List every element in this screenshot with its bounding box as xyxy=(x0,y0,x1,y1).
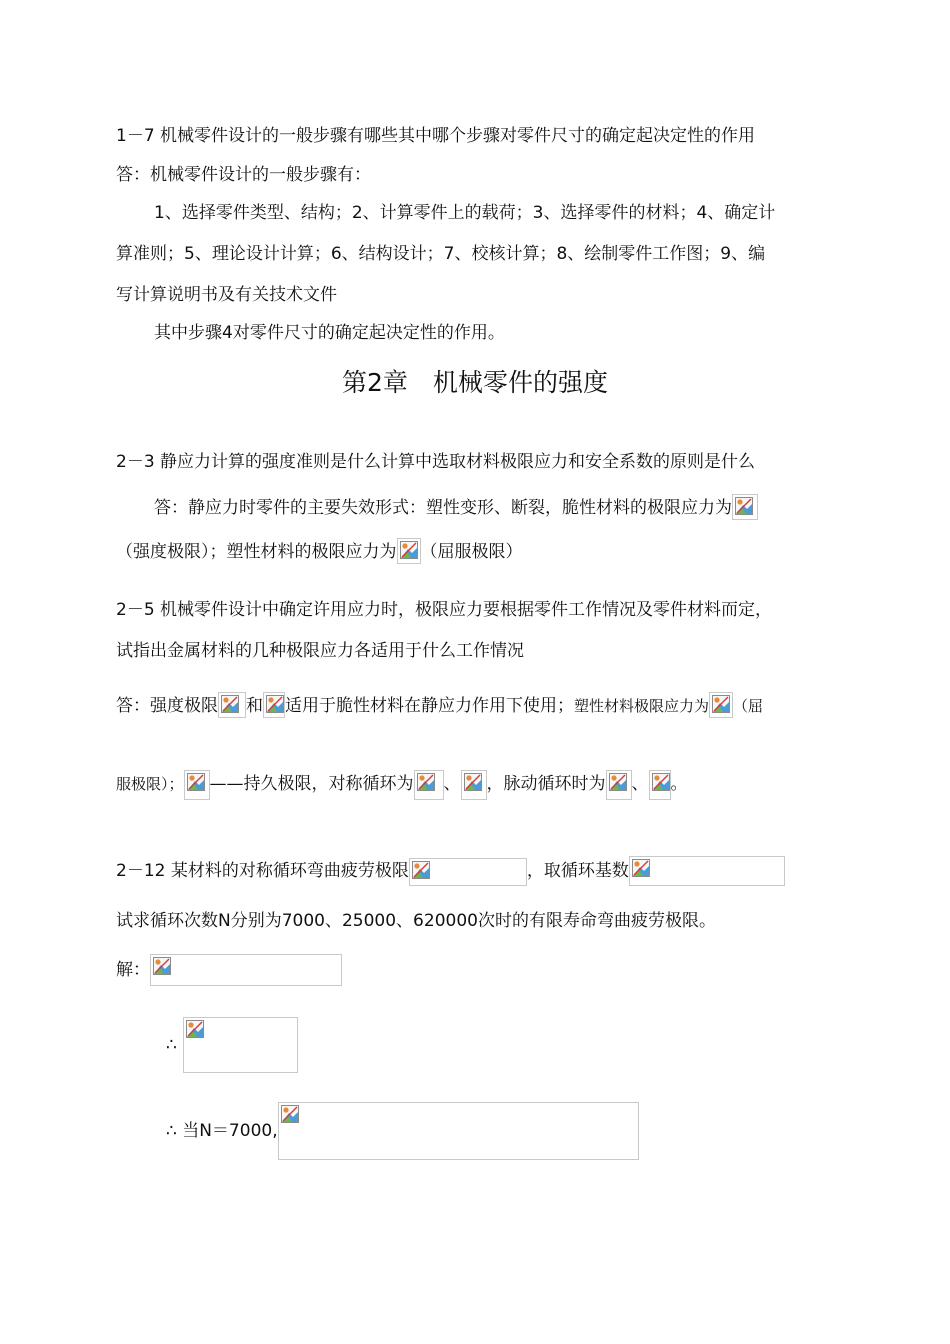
broken-image-icon xyxy=(464,773,482,791)
broken-image-icon xyxy=(632,859,650,877)
answer-text: 适用于脆性材料在静应力作用下使用； xyxy=(285,696,574,716)
broken-image-icon xyxy=(609,773,627,791)
broken-image-icon xyxy=(735,497,753,515)
answer-text: 答：强度极限 xyxy=(116,696,218,716)
answer-2-3-line-2 xyxy=(116,538,523,564)
chapter-title: 第2章 机械零件的强度 xyxy=(342,368,608,397)
answer-paragraph-3: 写计算说明书及有关技术文件 xyxy=(116,285,337,305)
formula-image xyxy=(397,538,421,564)
formula-image xyxy=(409,858,527,886)
question-text: 2－12 某材料的对称循环弯曲疲劳极限 xyxy=(116,861,409,881)
broken-image-icon xyxy=(221,695,239,713)
answer-text: 和 xyxy=(246,696,263,716)
broken-image-icon xyxy=(400,541,418,559)
solution-line xyxy=(116,954,342,986)
answer-text: ——持久极限，对称循环为 xyxy=(209,774,414,794)
formula-image xyxy=(218,692,246,718)
broken-image-icon xyxy=(712,695,730,713)
answer-text: 、 xyxy=(443,774,461,794)
formula-image xyxy=(414,770,444,800)
formula-image xyxy=(649,770,671,800)
formula-image xyxy=(629,856,785,886)
broken-image-icon xyxy=(652,773,670,791)
broken-image-icon xyxy=(153,957,171,975)
formula-image xyxy=(184,770,210,800)
answer-text: 塑性材料极限应力为 xyxy=(574,697,710,715)
answer-paragraph-1: 1、选择零件类型、结构；2、计算零件上的载荷；3、选择零件的材料；4、确定计 xyxy=(154,203,776,223)
answer-text: （强度极限）；塑性材料的极限应力为 xyxy=(116,542,397,562)
answer-text: 服极限）； xyxy=(116,775,184,793)
answer-paragraph-2: 算准则；5、理论设计计算；6、结构设计；7、校核计算；8、绘制零件工作图；9、编 xyxy=(116,244,766,264)
therefore-symbol: ∴ xyxy=(166,1035,177,1055)
broken-image-icon xyxy=(412,861,430,879)
answer-text: 答：静应力时零件的主要失效形式：塑性变形、断裂，脆性材料的极限应力为 xyxy=(154,498,732,518)
formula-image xyxy=(263,692,285,718)
therefore-line-2 xyxy=(166,1102,639,1160)
formula-image xyxy=(709,692,733,718)
answer-2-5-line-1 xyxy=(116,692,763,718)
answer-text: 、 xyxy=(631,774,649,794)
answer-2-3-line-1 xyxy=(154,494,758,520)
answer-text: （屈服极限） xyxy=(420,542,523,562)
formula-image xyxy=(606,770,632,800)
broken-image-icon xyxy=(186,1020,204,1038)
broken-image-icon xyxy=(187,773,205,791)
formula-image xyxy=(278,1102,639,1160)
question-2-3: 2－3 静应力计算的强度准则是什么计算中选取材料极限应力和安全系数的原则是什么 xyxy=(116,452,756,472)
formula-image xyxy=(732,494,758,520)
answer-2-5-line-2 xyxy=(116,768,688,800)
question-2-12-line-2: 试求循环次数N分别为7000、25000、620000次时的有限寿命弯曲疲劳极限。 xyxy=(116,911,716,931)
formula-image xyxy=(183,1017,298,1073)
broken-image-icon xyxy=(417,773,435,791)
answer-text: ，脉动循环时为 xyxy=(486,774,606,794)
broken-image-icon xyxy=(281,1105,299,1123)
question-2-5-line-2: 试指出金属材料的几种极限应力各适用于什么工作情况 xyxy=(116,641,524,661)
question-2-12-line-1 xyxy=(116,856,785,886)
formula-image xyxy=(150,954,342,986)
question-2-5-line-1: 2－5 机械零件设计中确定许用应力时，极限应力要根据零件工作情况及零件材料而定， xyxy=(116,600,773,620)
answer-label: 答：机械零件设计的一般步骤有： xyxy=(116,165,371,185)
question-1-7: 1－7 机械零件设计的一般步骤有哪些其中哪个步骤对零件尺寸的确定起决定性的作用 xyxy=(116,126,756,146)
formula-image xyxy=(461,770,487,800)
answer-text: 。 xyxy=(670,774,688,794)
answer-paragraph-4: 其中步骤4对零件尺寸的确定起决定性的作用。 xyxy=(154,323,505,343)
broken-image-icon xyxy=(266,695,284,713)
answer-text: （屈 xyxy=(733,697,764,715)
therefore-line-1 xyxy=(166,1017,298,1073)
solution-label: 解： xyxy=(116,960,150,980)
therefore-text: ∴ 当N＝7000, xyxy=(166,1121,278,1141)
question-text: ，取循环基数 xyxy=(526,861,629,881)
